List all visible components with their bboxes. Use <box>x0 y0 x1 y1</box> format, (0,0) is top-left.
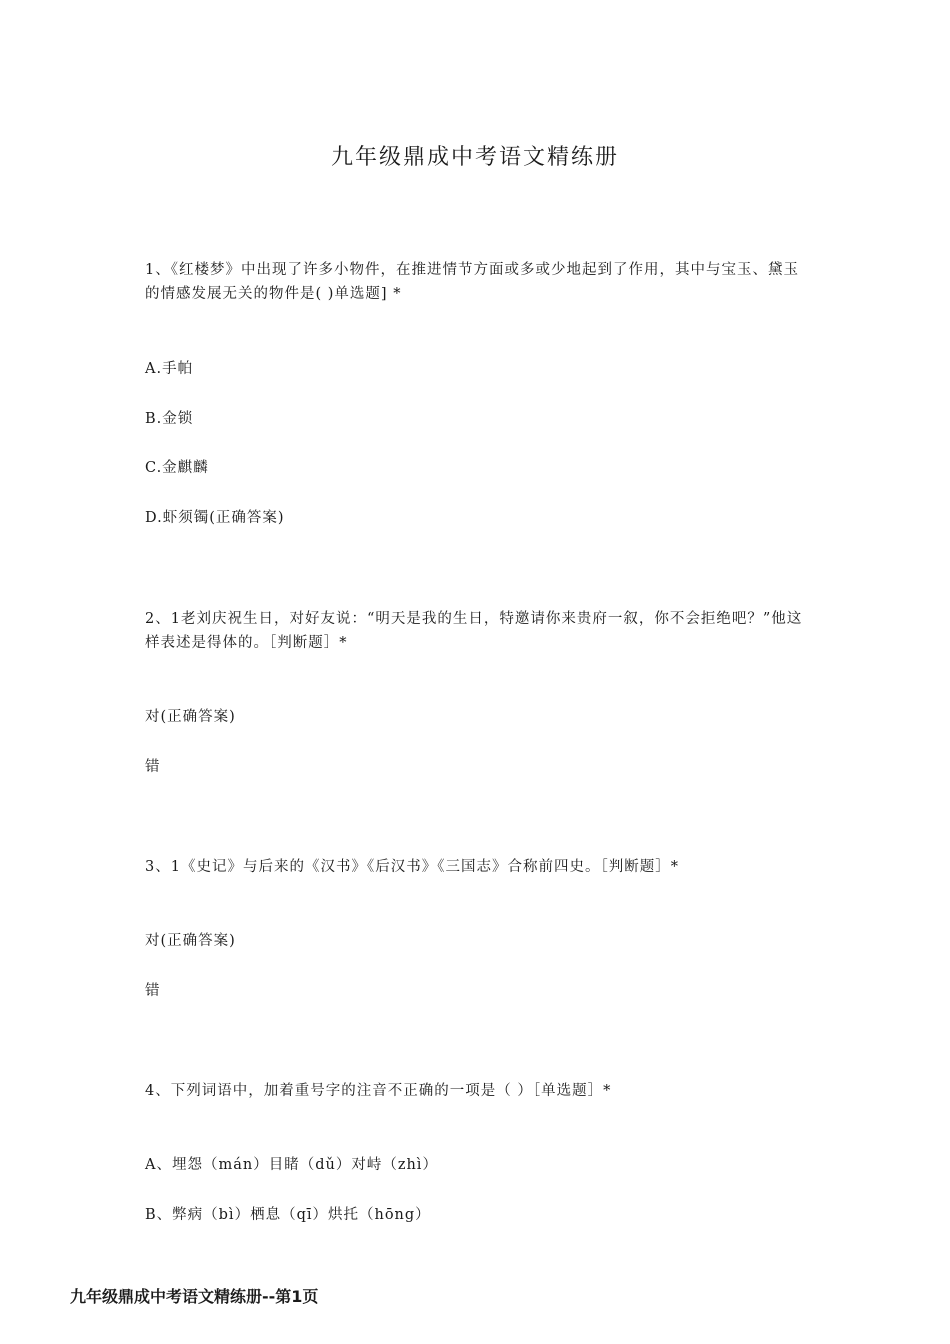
question-1-option-d: D.虾须镯(正确答案) <box>145 510 285 526</box>
question-1-option-b: B.金锁 <box>145 411 194 427</box>
question-2-stem: 2、1老刘庆祝生日，对好友说：“明天是我的生日，特邀请你来贵府一叙，你不会拒绝吧？”他这样表述是得体的。［判断题］* <box>145 611 803 651</box>
question-1-stem: 1、《红楼梦》中出现了许多小物件，在推进情节方面或多或少地起到了作用，其中与宝玉、黛玉的情感发展无关的物件是( )单选题] * <box>145 262 799 302</box>
document-title: 九年级鼎成中考语文精练册 <box>330 145 619 170</box>
question-1-option-c: C.金麒麟 <box>145 460 209 476</box>
question-4-option-b: B、弊病（bì）栖息（qī）烘托（hōng） <box>145 1207 431 1223</box>
question-3-stem: 3、1《史记》与后来的《汉书》《后汉书》《三国志》合称前四史。［判断题］* <box>145 859 679 875</box>
page-footer: 九年级鼎成中考语文精练册--第1页 <box>70 1287 319 1306</box>
question-4-option-a: A、埋怨（mán）目睹（dǔ）对峙（zhì） <box>145 1157 438 1173</box>
question-3-option-false: 错 <box>145 983 161 999</box>
question-3-option-true: 对(正确答案) <box>145 933 236 949</box>
question-4-stem: 4、下列词语中，加着重号字的注音不正确的一项是（ ）［单选题］* <box>145 1083 612 1099</box>
question-2-option-true: 对(正确答案) <box>145 709 236 725</box>
question-1-option-a: A.手帕 <box>145 361 194 377</box>
question-2-option-false: 错 <box>145 759 161 775</box>
